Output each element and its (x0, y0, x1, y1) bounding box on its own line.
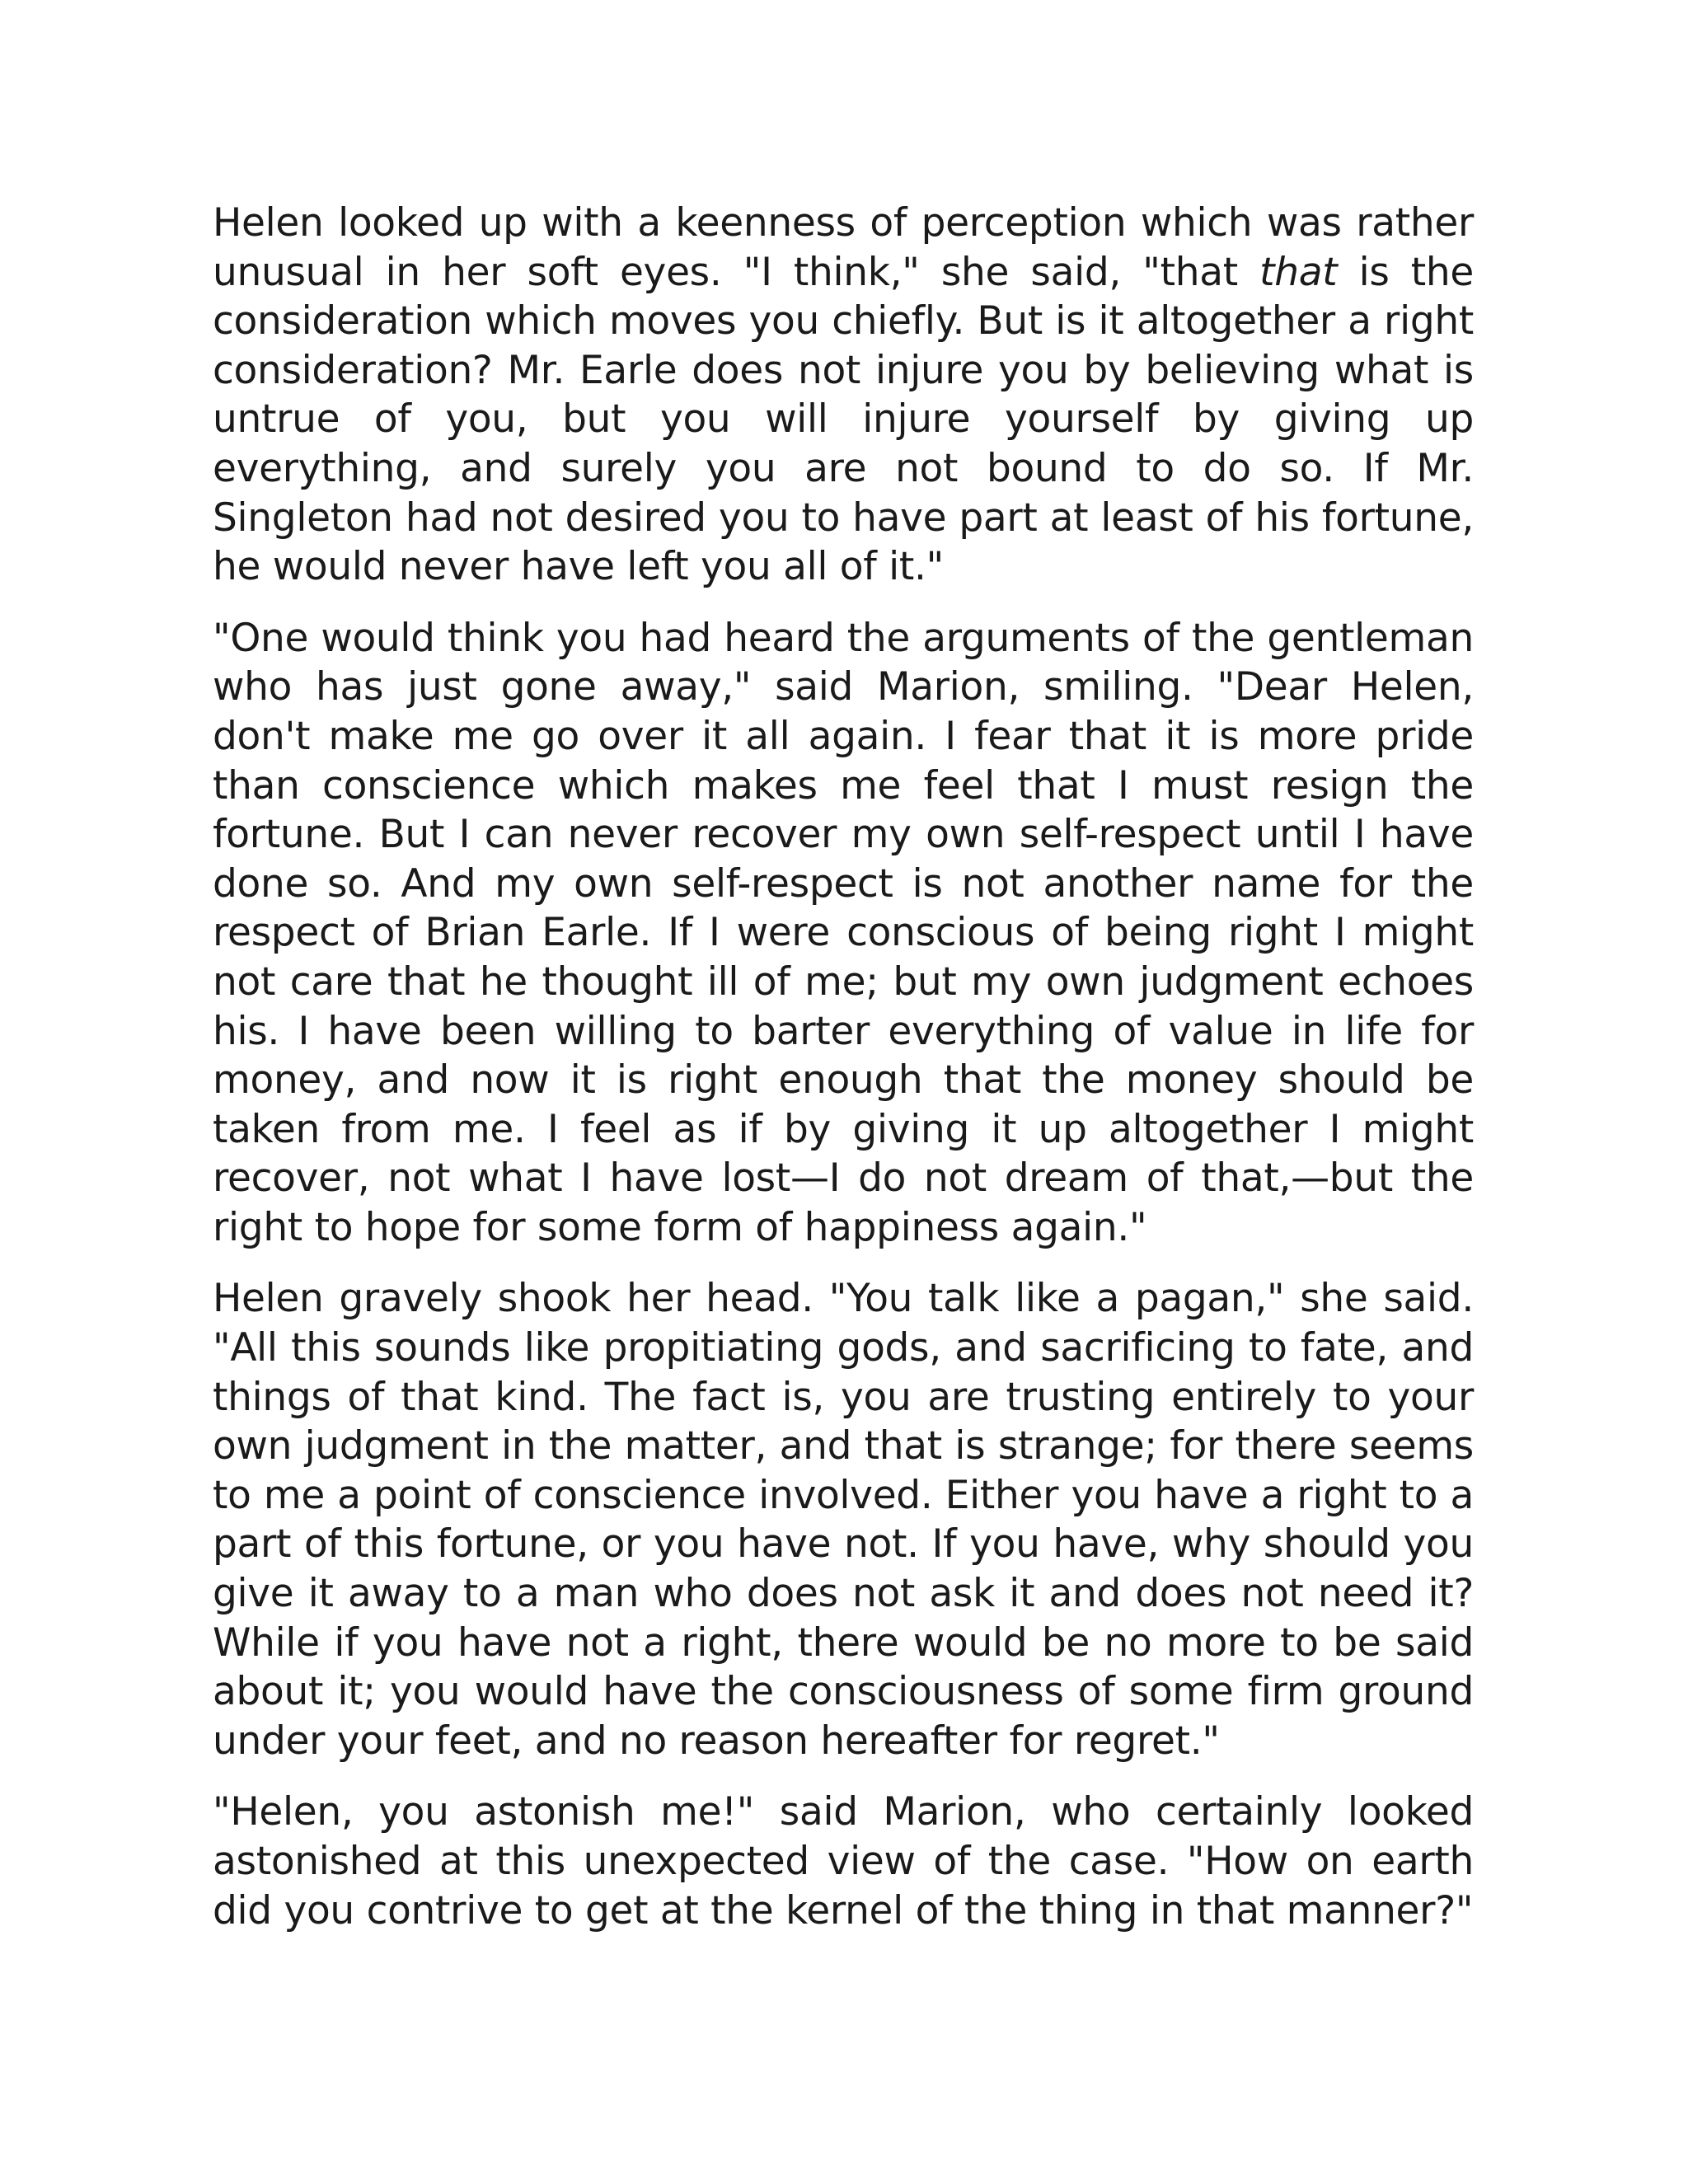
paragraph-1-emphasis: that (1259, 249, 1338, 295)
paragraph-1 (213, 199, 1474, 592)
paragraph-2: "One would think you had heard the arguments of the gentleman who has just gone away," said Marion, smiling. "Dear Helen, don't make me go over it all again. I fear that it is more pride than conscience which makes me feel that I must resign the fortune. But I can never recover my own self-respect until I have done so. And my own self-respect is not another name for the respect of Brian Earle. If I were conscious of being right I might not care that he thought ill of me; but my own judgment echoes his. I have been willing to barter everything of value in life for money, and now it is right enough that the money should be taken from me. I feel as if by giving it up altogether I might recover, not what I have lost—I do not dream of that,—but the right to hope for some form of happiness again." (213, 615, 1474, 1250)
paragraph-3: Helen gravely shook her head. "You talk like a pagan," she said. "All this sounds like propitiating gods, and sacrificing to fate, and things of that kind. The fact is, you are trusting entirely to your own judgment in the matter, and that is strange; for there seems to me a point of conscience involved. Either you have a right to a part of this fortune, or you have not. If you have, why should you give it away to a man who does not ask it and does not need it? While if you have not a right, there would be no more to be said about it; you would have the consciousness of some firm ground under your feet, and no reason hereafter for regret." (213, 1276, 1474, 1764)
paragraph-4: "Helen, you astonish me!" said Marion, who certainly looked astonished at this unexpected view of the case. "How on earth did you contrive to get at the kernel of the thing in that manner?" (213, 1789, 1474, 1933)
page-body (213, 199, 1474, 1957)
paragraph-1-text-end: is the consideration which moves you chiefly. But is it altogether a right consideration? Mr. Earle does not injure you by believing what is untrue of you, but you will injure yourself by giving up everything, and surely you are not bound to do so. If Mr. Singleton had not desired you to have part at least of his fortune, he would never have left you all of it." (213, 249, 1474, 590)
paragraph-1-text-start: Helen looked up with a keenness of perception which was rather unusual in her soft eyes. "I think," she said, "that (213, 200, 1474, 295)
